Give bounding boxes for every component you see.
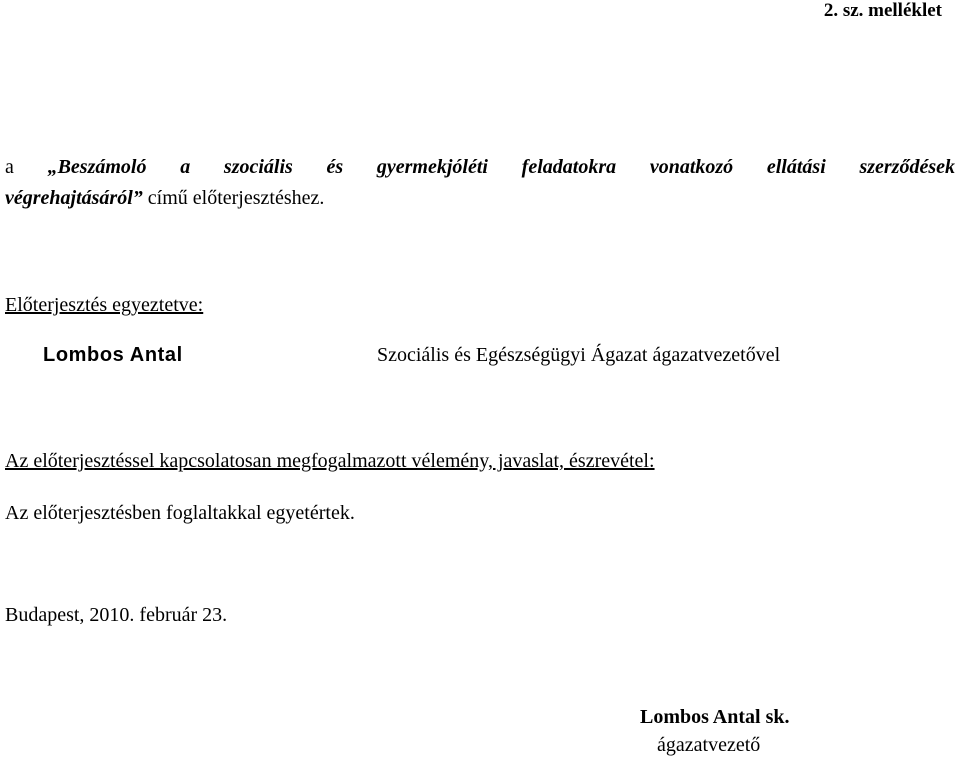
intro-title-word: feladatokra	[521, 156, 617, 178]
intro-title-word: ellátási	[766, 156, 826, 178]
intro-title-word: gyermekjóléti	[376, 156, 488, 178]
signature-name: Lombos Antal sk.	[640, 706, 790, 728]
intro-prefix: a	[5, 156, 14, 178]
agreement-person-role: Szociális és Egészségügyi Ágazat ágazatvezetővel	[377, 344, 781, 366]
annex-label: 2. sz. melléklet	[823, 0, 942, 21]
intro-suffix: című előterjesztéshez.	[142, 187, 325, 209]
agreement-person-name: Lombos Antal	[43, 344, 183, 366]
intro-title-word: a	[180, 156, 191, 178]
signature-title: ágazatvezető	[657, 734, 761, 756]
intro-paragraph	[5, 152, 955, 214]
intro-title-word: és	[326, 156, 344, 178]
opinion-heading: Az előterjesztéssel kapcsolatosan megfogalmazott vélemény, javaslat, észrevétel:	[5, 450, 655, 472]
opinion-text: Az előterjesztésben foglaltakkal egyetértek.	[5, 502, 355, 524]
intro-title-end: végrehajtásáról”	[5, 187, 143, 209]
intro-title-word: szerződések	[859, 156, 955, 178]
intro-line-2	[5, 183, 955, 214]
intro-line-1	[5, 152, 955, 183]
date-line: Budapest, 2010. február 23.	[5, 604, 228, 626]
intro-title-word: szociális	[223, 156, 293, 178]
intro-title-word: „Beszámoló	[47, 156, 147, 178]
intro-title-word: vonatkozó	[649, 156, 734, 178]
agreement-heading: Előterjesztés egyeztetve:	[5, 294, 204, 316]
